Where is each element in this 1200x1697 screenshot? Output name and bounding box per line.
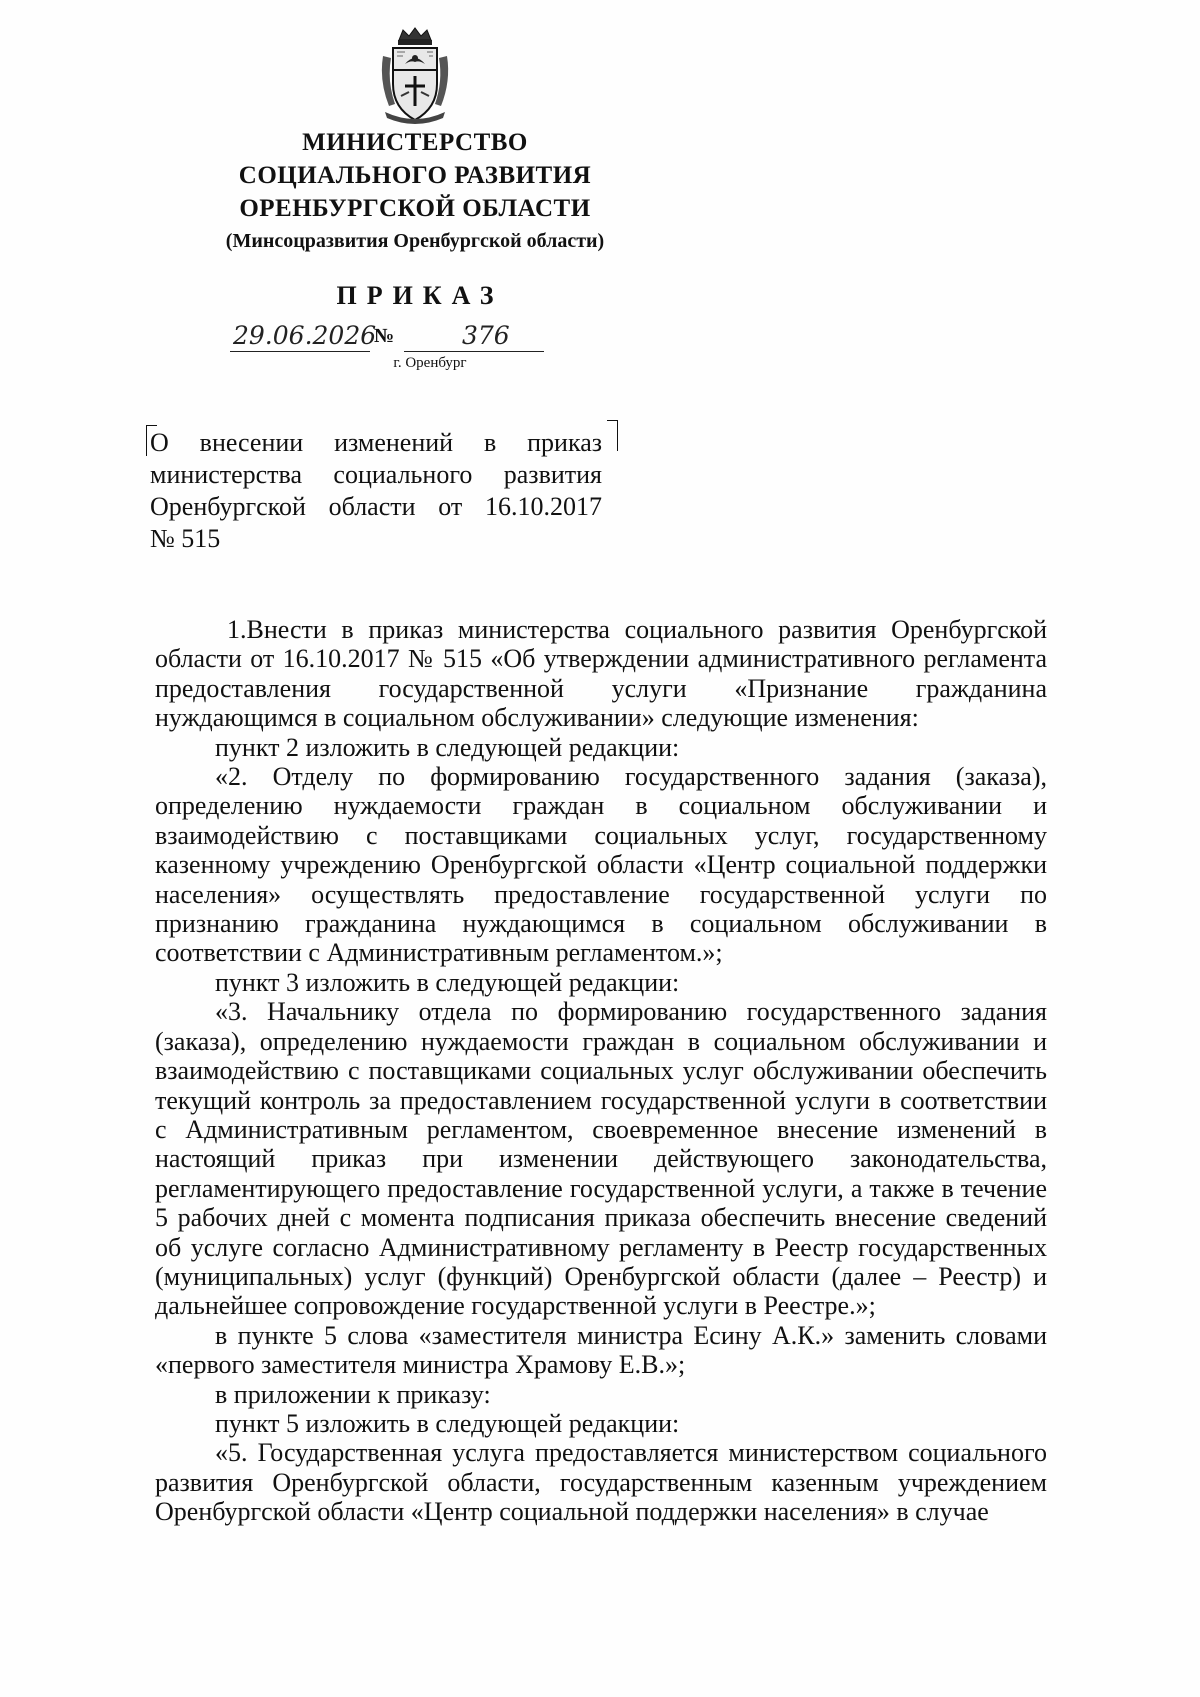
ministry-name-line-1: МИНИСТЕРСТВО — [302, 129, 528, 156]
date-underline — [230, 351, 370, 352]
subject-line-2: министерства социального развития — [150, 460, 602, 489]
body-paragraph-8: пункт 5 изложить в следующей редакции: — [215, 1408, 680, 1438]
ministry-name-line-3: ОРЕНБУРГСКОЙ ОБЛАСТИ — [239, 195, 591, 222]
body-paragraph-7: в приложении к приказу: — [215, 1379, 491, 1409]
document-date: 29.06.2026 — [233, 321, 377, 350]
number-underline — [404, 351, 544, 352]
ministry-abbreviation: (Минсоцразвития Оренбургской области) — [225, 230, 605, 252]
body-paragraph-2: пункт 2 изложить в следующей редакции: — [215, 732, 680, 762]
document-header — [150, 26, 680, 372]
body-paragraph-5: «3. Начальнику отдела по формированию государственного задания (заказа), определению нуждаемости граждан в социальном обслуживании и взаимодействию с поставщиками социальных услуг обслуживании обеспечить текущий контроль за предоставлением государственной услуги в соответствии с Административным регламентом, своевременное внесение изменений в настоящий приказ при изменении действующего законодательства, регламентирующего предоставление государственной услуги, а также в течение 5 рабочих дней с момента подписания приказа обеспечить внесение сведений об услуге согласно Административному регламенту в Реестр государственных (муниципальных) услуг (функций) Оренбургской области (далее – Реестр) и дальнейшее сопровождение государственной услуги в Реестре.»; — [155, 997, 1047, 1321]
document-subject — [150, 427, 602, 555]
subject-line-1: О внесении изменений в приказ — [150, 428, 602, 457]
date-number-row — [150, 321, 680, 355]
number-sign: № — [374, 325, 395, 347]
document-city: г. Оренбург — [393, 355, 467, 371]
body-paragraph-4: пункт 3 изложить в следующей редакции: — [215, 967, 680, 997]
document-type-title: ПРИКАЗ — [336, 281, 504, 310]
body-paragraph-3: «2. Отделу по формированию государственного задания (заказа), определению нуждаемости граждан в социальном обслуживании и взаимодействию с поставщиками социальных услуг, государственному казенному учреждению Оренбургской области «Центр социальной поддержки населения» осуществлять предоставление государственной услуги по признанию гражданина нуждающимся в социальном обслуживании в соответствии с Административным регламентом.»; — [155, 762, 1047, 968]
coat-of-arms-icon — [375, 26, 455, 126]
body-paragraph-9: «5. Государственная услуга предоставляется министерством социального развития Оренбургской области, государственным казенным учреждением Оренбургской области «Центр социальной поддержки населения» в случае — [155, 1438, 1047, 1527]
subject-line-3: Оренбургской области от 16.10.2017 — [150, 492, 602, 521]
subject-corner-right — [607, 420, 618, 451]
body-paragraph-6: в пункте 5 слова «заместителя министра Есину А.К.» заменить словами «первого заместителя министра Храмову Е.В.»; — [155, 1320, 1047, 1380]
body-paragraph-1: 1.Внести в приказ министерства социального развития Оренбургской области от 16.10.2017 № 515 «Об утверждении административного регламента предоставления государственной услуги «Признание гражданина нуждающимся в социальном обслуживании» следующие изменения: — [155, 615, 1047, 733]
document-body — [155, 615, 1047, 1527]
subject-line-4: № 515 — [150, 524, 221, 553]
ministry-name-line-2: СОЦИАЛЬНОГО РАЗВИТИЯ — [238, 162, 592, 189]
document-number: 376 — [462, 321, 510, 350]
